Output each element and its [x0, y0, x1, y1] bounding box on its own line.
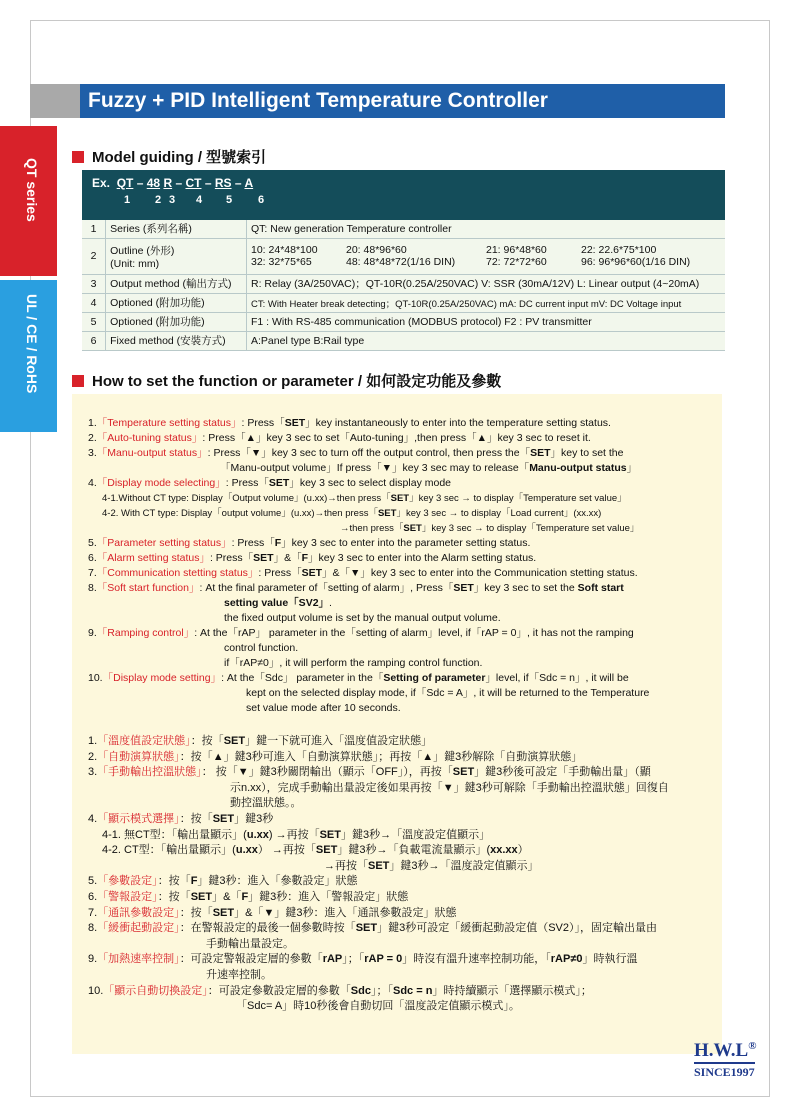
model-table	[82, 220, 725, 351]
en-item-3: 3.「Manu-output status」: Press「▼」key 3 sec to turn off the output control, then press the「SET」key to set the	[88, 447, 624, 459]
en-item-10: 10.「Display mode setting」: At the「Sdc」 parameter in the「Setting of parameter」level, if「Sdc = n」, it will be	[88, 672, 629, 684]
model-code-example: Ex. QT – 48 R – CT – RS – A	[92, 176, 254, 190]
title-gray-tab	[30, 84, 80, 118]
zh-item-2: 2.「自動演算狀態」：按「▲」鍵3秒可進入「自動演算狀態」；再按「▲」鍵3秒解除「自動演算狀態」	[88, 750, 583, 763]
en-item-9-cont: control function.	[224, 642, 299, 654]
zh-item-4-2-cont: →再按「SET」鍵3秒→「溫度設定值顯示」	[324, 859, 539, 872]
en-item-10-cont: kept on the selected display mode, if「Sdc = A」, it will be returned to the Temperature	[246, 687, 650, 699]
page-title: Fuzzy + PID Intelligent Temperature Controller	[80, 84, 725, 118]
zh-item-8-cont: 手動輸出量設定。	[206, 937, 294, 950]
en-item-4-1: 4-1.Without CT type: Display「Output volume」(u.xx)→then press「SET」key 3 sec → to display「Temperature set value」	[102, 493, 627, 504]
en-item-8-cont: setting value「SV2」.	[224, 597, 332, 609]
code-number: 6	[258, 194, 265, 206]
en-item-3-cont: 「Manu-output volume」If press「▼」key 3 sec may to release「Manu-output status」	[220, 462, 638, 474]
en-item-8-cont2: the fixed output volume is set by the manual output volume.	[224, 612, 501, 624]
zh-item-3: 3.「手動輸出控溫狀態」： 按「▼」鍵3秒關閉輸出（顯示「OFF」），再按「SET」鍵3秒後可設定「手動輸出量」（顯	[88, 766, 651, 779]
side-series-label: QT series	[24, 158, 40, 222]
en-item-5: 5.「Parameter setting status」: Press「F」key 3 sec to enter into the parameter setting status.	[88, 537, 531, 549]
en-item-2: 2.「Auto-tuning status」: Press「▲」key 3 sec to set「Auto-tuning」,then press「▲」key 3 sec to reset it.	[88, 432, 591, 444]
zh-item-10-cont: 「Sdc= A」時10秒後會自動切回「溫度設定值顯示模式」。	[236, 1000, 520, 1013]
red-square-icon	[72, 151, 84, 163]
model-guiding-heading: Model guiding / 型號索引	[72, 146, 266, 167]
en-item-6: 6.「Alarm setting status」: Press「SET」&「F」key 3 sec to enter into the Alarm setting status.	[88, 552, 537, 564]
zh-item-6: 6.「警報設定」：按「SET」&「F」鍵3秒：進入「警報設定」狀態	[88, 890, 409, 903]
red-square-icon	[72, 375, 84, 387]
model-code-header	[82, 170, 725, 220]
code-number: 4	[196, 194, 203, 206]
zh-item-4-1: 4-1. 無CT型：「輸出量顯示」(u.xx) →再按「SET」鍵3秒→「溫度設定值顯示」	[102, 828, 491, 841]
howto-content	[88, 416, 708, 1015]
table-row: 1 Series (系列名稱) QT: New generation Temperature controller	[82, 220, 725, 238]
side-cert-label: UL / CE / RoHS	[24, 294, 40, 394]
zh-item-4: 4.「顯示模式選擇」：按「SET」鍵3秒	[88, 812, 274, 825]
hwl-logo: H.W.L® SINCE1997	[694, 1040, 757, 1079]
en-item-9-cont2: if「rAP≠0」, it will perform the ramping control function.	[224, 657, 483, 669]
code-number: 2	[155, 194, 162, 206]
table-row: 6 Fixed method (安裝方式) A:Panel type B:Rail type	[82, 331, 725, 350]
howto-heading: How to set the function or parameter / 如何設定功能及參數	[72, 370, 501, 391]
zh-item-7: 7.「通訊參數設定」：按「SET」&「▼」鍵3秒：進入「通訊參數設定」狀態	[88, 906, 457, 919]
en-item-4: 4.「Display mode selecting」: Press「SET」key 3 sec to select display mode	[88, 477, 452, 489]
zh-item-1: 1.「溫度值設定狀態」：按「SET」鍵一下就可進入「溫度值設定狀態」	[88, 735, 433, 747]
en-item-10-cont2: set value mode after 10 seconds.	[246, 702, 401, 714]
code-number: 3	[169, 194, 176, 206]
zh-item-8: 8.「緩衝起動設定」：在警報設定的最後一個參數時按「SET」鍵3秒可設定「緩衝起動設定值（SV2）」，固定輸出量由	[88, 922, 658, 935]
code-number: 5	[226, 194, 233, 206]
zh-item-3-cont2: 動控溫狀態。。	[230, 797, 302, 810]
en-item-7: 7.「Communication stetting status」: Press「SET」&「▼」key 3 sec to enter into the Communication stetting status.	[88, 567, 638, 579]
table-row: 4 Optioned (附加功能) CT: With Heater break detecting；QT-10R(0.25A/250VAC) mA: DC current input mV: DC Voltage input	[82, 293, 725, 312]
en-item-1: 1.「Temperature setting status」: Press「SET」key instantaneously to enter into the temperature setting status.	[88, 417, 611, 429]
zh-item-10: 10.「顯示自動切換設定」：可設定參數設定層的參數「Sdc」；「Sdc = n」時持續顯示「選擇顯示模式」；	[88, 984, 592, 997]
en-item-4-2: 4-2. With CT type: Display「output volume」(u.xx)→then press「SET」key 3 sec → to display「Load current」(xx.xx)	[102, 508, 602, 519]
code-number: 1	[124, 194, 131, 206]
zh-item-3-cont: 示n.xx），完成手動輸出量設定後如果再按「▼」鍵3秒可解除「手動輸出控溫狀態」回復自	[230, 781, 669, 794]
side-tab-cert	[0, 280, 57, 432]
zh-item-9: 9.「加熱速率控制」：可設定警報設定層的參數「rAP」；「rAP = 0」時沒有溫升速率控制功能，「rAP≠0」時執行溫	[88, 953, 638, 966]
table-row: 2 Outline (外形) (Unit: mm) 10: 24*48*100 20: 48*96*60 21: 96*48*60 22: 22.6*75*100 32: 32*75*65 48: 48*48*72(1/16 DIN) 72: 72*72*60 96: 96*96*60(1/16 DIN)	[82, 238, 725, 274]
zh-item-5: 5.「參數設定」：按「F」鍵3秒：進入「參數設定」狀態	[88, 875, 358, 888]
side-tab-series	[0, 126, 57, 276]
en-item-8: 8.「Soft start function」: At the final parameter of「setting of alarm」, Press「SET」key 3 sec to set the Soft start	[88, 582, 624, 594]
table-row: 3 Output method (輸出方式) R: Relay (3A/250VAC)；QT-10R(0.25A/250VAC) V: SSR (30mA/12V) L: Linear output (4~20mA)	[82, 274, 725, 293]
en-item-4-2-cont: →then press「SET」key 3 sec → to display「Temperature set value」	[340, 523, 640, 534]
zh-item-4-2: 4-2. CT型：「輸出量顯示」(u.xx） →再按「SET」鍵3秒→「負載電流量顯示」(xx.xx）	[102, 844, 529, 857]
en-item-9: 9.「Ramping control」: At the「rAP」 parameter in the「setting of alarm」level, if「rAP = 0」, it has not the ramping	[88, 627, 634, 639]
zh-item-9-cont: 升速率控制。	[206, 968, 272, 981]
table-row: 5 Optioned (附加功能) F1 : With RS-485 communication (MODBUS protocol) F2 : PV transmitter	[82, 312, 725, 331]
outline-grid: 10: 24*48*100 20: 48*96*60 21: 96*48*60 22: 22.6*75*100 32: 32*75*65 48: 48*48*72(1/16 DIN) 72: 72*72*60 96: 96*96*60(1/16 DIN)	[251, 244, 691, 268]
